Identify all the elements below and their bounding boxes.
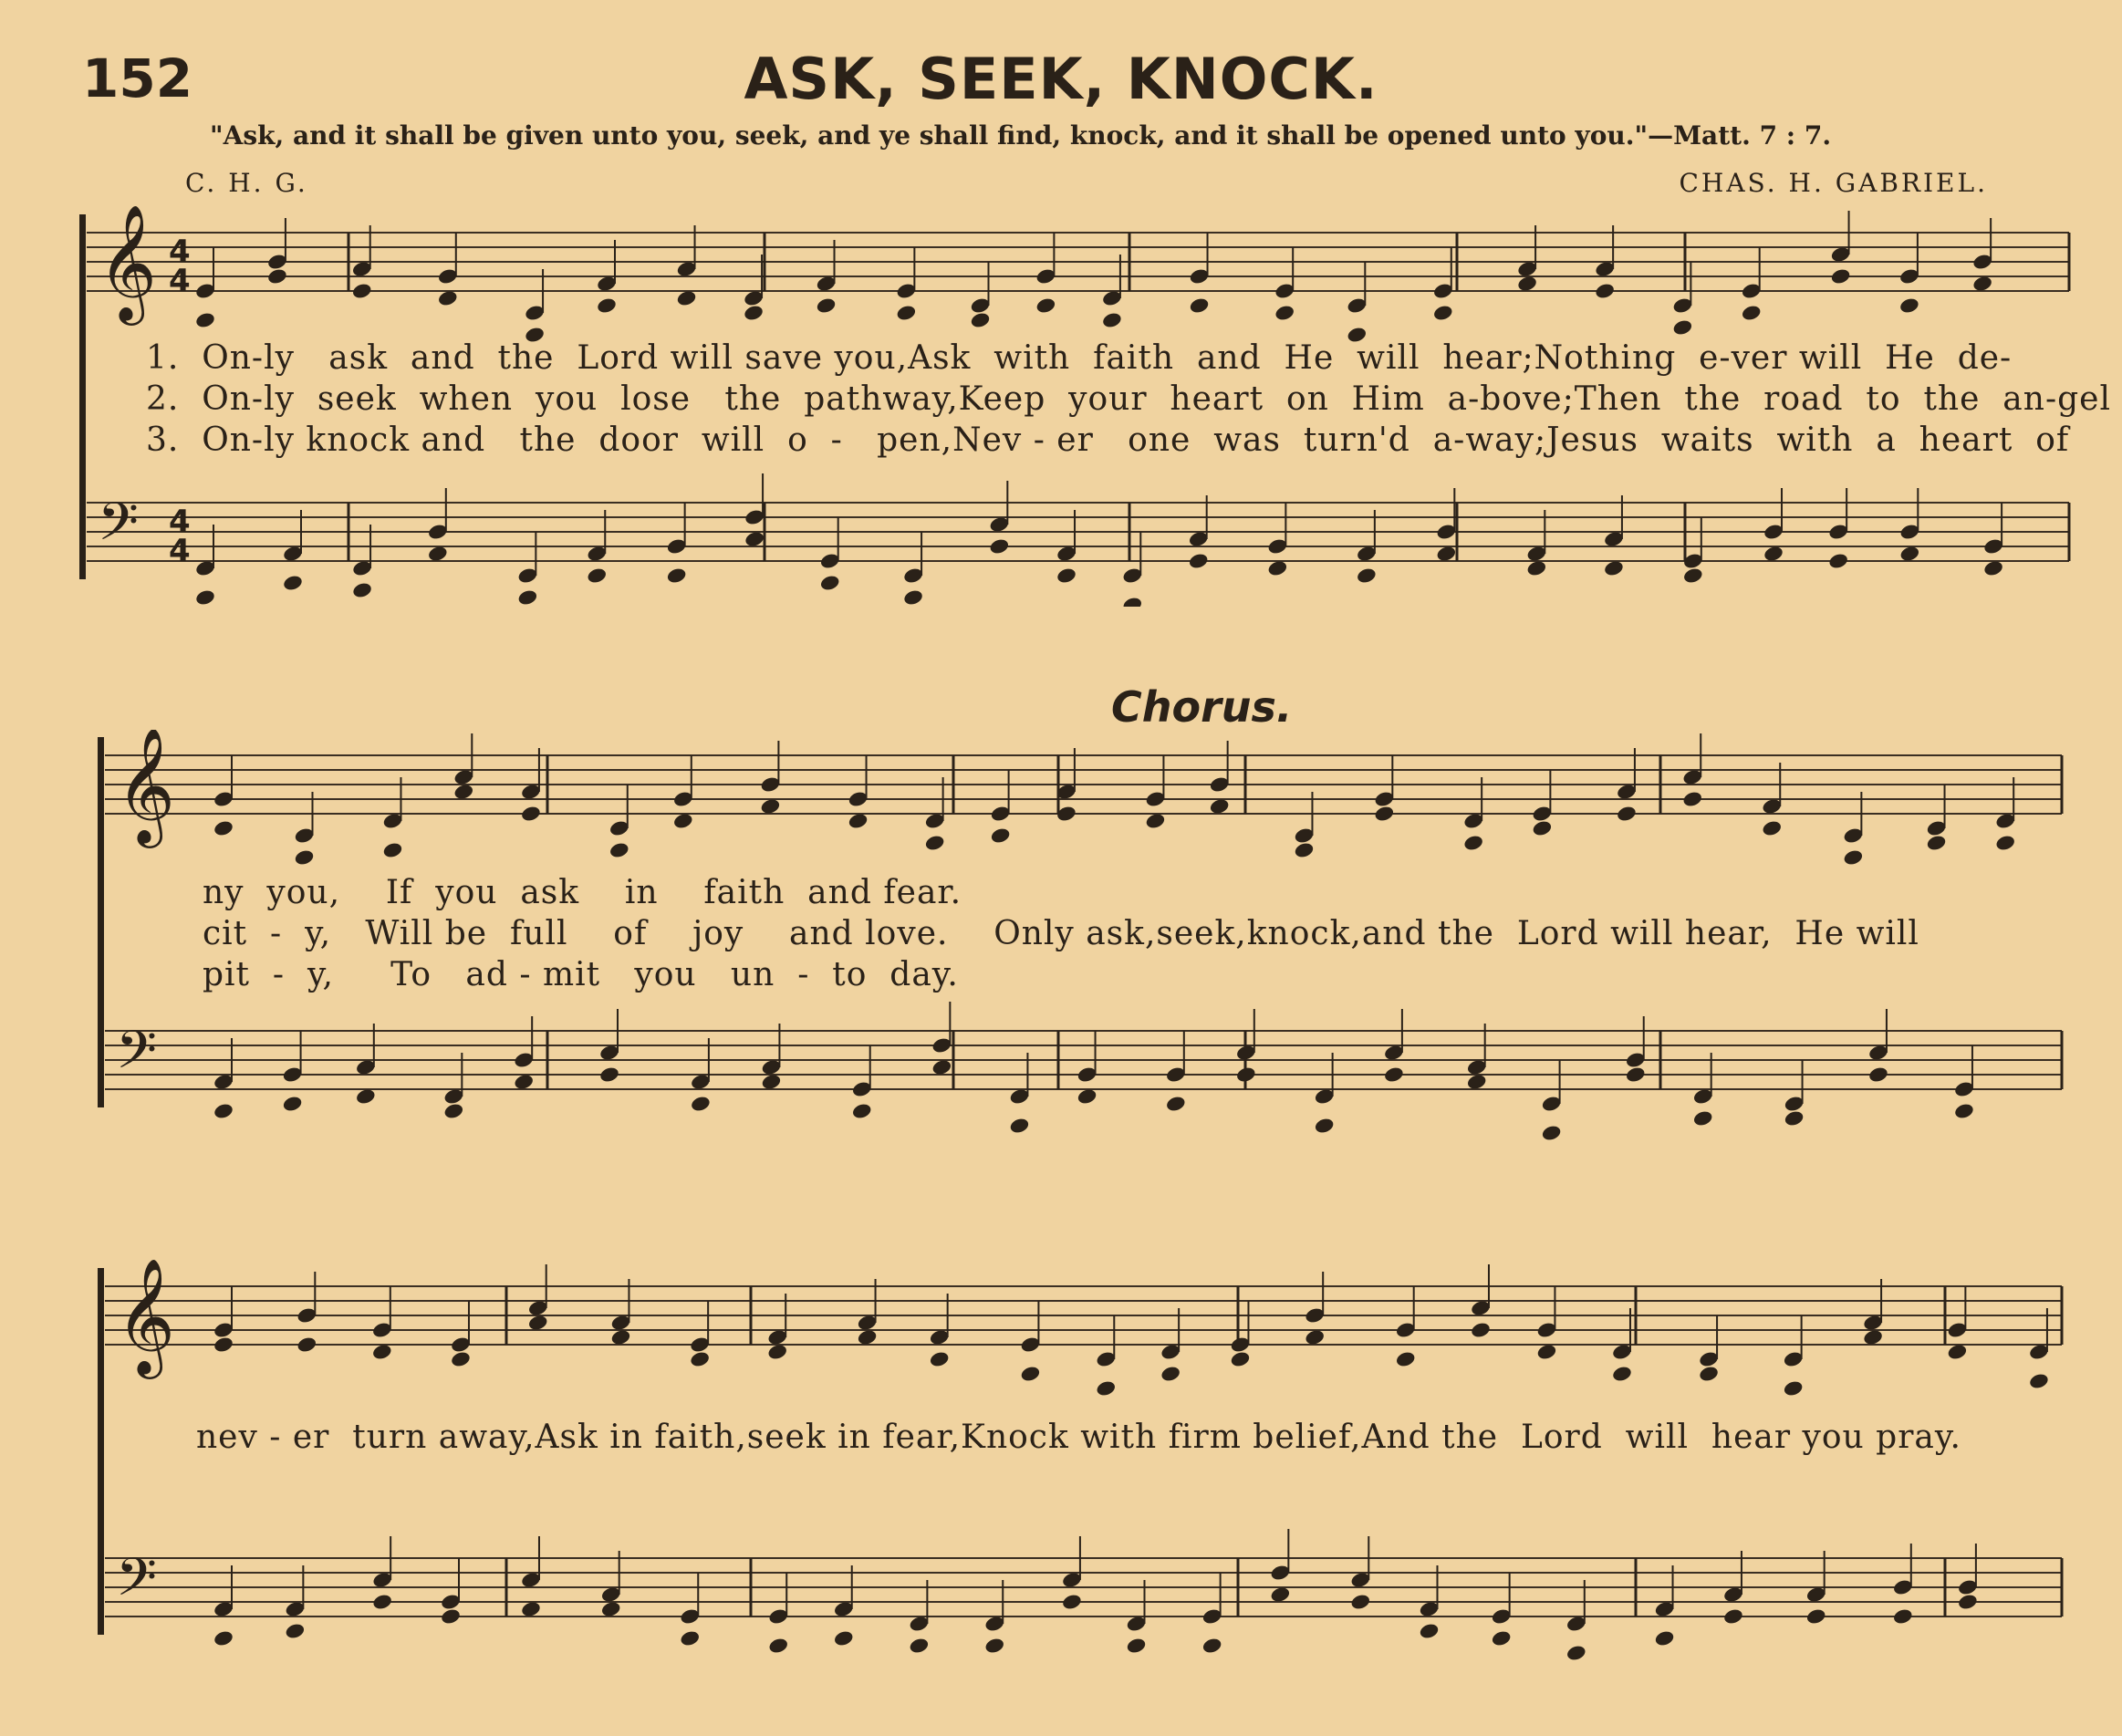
treble-notehead [1616, 805, 1638, 823]
treble-notehead [676, 289, 698, 307]
bass-notehead [1827, 552, 1849, 570]
bass-notehead [1235, 1066, 1257, 1084]
bass-notehead [902, 588, 924, 607]
time-signature-top: 4 [169, 234, 191, 270]
hymn-title: ASK, SEEK, KNOCK. [744, 46, 1378, 112]
bass-notehead [1466, 1073, 1488, 1091]
lyric-line-2a: ny you, If you ask in faith and fear. [203, 874, 962, 911]
system-brace [98, 1268, 104, 1635]
treble-notehead [2028, 1372, 2050, 1390]
treble-notehead [610, 1328, 632, 1346]
treble-notehead [1741, 304, 1763, 322]
treble-notehead [990, 826, 1012, 845]
bass-notehead [1953, 1102, 1975, 1120]
treble-notehead [596, 296, 618, 315]
bass-clef-icon: 𝄢 [116, 1546, 158, 1621]
treble-notehead [1516, 275, 1538, 293]
bass-notehead [690, 1095, 712, 1113]
bass-notehead [1356, 567, 1378, 585]
bass-notehead [1165, 1095, 1187, 1113]
bass-notehead [1763, 545, 1784, 563]
bass-notehead [443, 1102, 465, 1120]
treble-notehead [816, 296, 837, 315]
treble-notehead [1594, 282, 1616, 300]
treble-notehead [371, 1343, 393, 1361]
treble-notehead [896, 304, 918, 322]
treble-notehead [213, 1336, 234, 1354]
bass-notehead [1682, 567, 1704, 585]
bass-notehead [427, 545, 449, 563]
bass-notehead [983, 1637, 1005, 1655]
treble-notehead [1432, 304, 1454, 322]
bass-notehead [1126, 1637, 1148, 1655]
bass-notehead [1419, 1622, 1441, 1640]
treble-notehead [437, 289, 459, 307]
treble-notehead [520, 805, 542, 823]
treble-notehead [351, 282, 373, 300]
treble-notehead [1830, 267, 1852, 286]
bass-notehead [1892, 1607, 1914, 1626]
bass-notehead [1270, 1585, 1292, 1604]
treble-notehead [1101, 311, 1123, 329]
bass-notehead [989, 537, 1011, 556]
lyricist-credit: C. H. G. [185, 168, 308, 198]
treble-notehead [1947, 1343, 1969, 1361]
bass-notehead [213, 1629, 234, 1648]
treble-clef-icon: 𝄞 [116, 730, 176, 843]
bass-notehead [851, 1102, 873, 1120]
bass-notehead [1201, 1637, 1223, 1655]
treble-notehead [857, 1328, 879, 1346]
bass-notehead [761, 1073, 783, 1091]
bass-notehead [666, 567, 688, 585]
bass-notehead [1349, 1593, 1371, 1611]
treble-notehead [760, 797, 782, 816]
treble-notehead [382, 841, 404, 859]
bass-notehead [440, 1607, 462, 1626]
bass-notehead [1056, 567, 1077, 585]
bass-notehead [1654, 1629, 1676, 1648]
bass-notehead [1077, 1087, 1098, 1106]
bass-notehead [1867, 1066, 1889, 1084]
bass-notehead [1541, 1124, 1563, 1142]
lyric-line-chorus: nev - er turn away,Ask in faith,seek in fear,Knock with firm belief,And the Lord will hear you pray. [196, 1419, 1961, 1456]
treble-notehead [1681, 790, 1703, 808]
treble-notehead [1230, 1350, 1252, 1368]
treble-notehead [848, 812, 869, 830]
lyric-line-verse-3: 3. On-ly knock and the door will o - pen,Nev - er one was turn'd a-way;Jesus waits with a heart of [146, 421, 2070, 459]
bass-notehead [520, 1600, 542, 1618]
time-signature-bottom: 4 [169, 533, 191, 569]
music-system-3 [0, 1259, 2122, 1660]
bass-notehead [931, 1058, 953, 1076]
treble-clef-icon: 𝄞 [116, 1259, 176, 1374]
bass-notehead [1383, 1066, 1405, 1084]
treble-notehead [1971, 275, 1993, 293]
treble-notehead [1095, 1379, 1117, 1398]
treble-notehead [213, 819, 234, 837]
treble-notehead [266, 267, 288, 286]
treble-notehead [1698, 1365, 1720, 1383]
treble-notehead [1532, 819, 1554, 837]
treble-notehead [1536, 1343, 1558, 1361]
bass-notehead [600, 1600, 622, 1618]
treble-notehead [1304, 1328, 1326, 1346]
treble-notehead [294, 848, 316, 867]
bass-notehead [282, 1095, 304, 1113]
treble-notehead [766, 1343, 788, 1361]
treble-notehead [1035, 296, 1057, 315]
bass-notehead [1436, 545, 1458, 563]
treble-notehead [527, 1314, 549, 1332]
treble-notehead [1020, 1365, 1042, 1383]
treble-notehead [1160, 1365, 1181, 1383]
lyric-line-2b: cit - y, Will be full of joy and love. Only ask,seek,knock,and the Lord will hear, He will [203, 915, 1919, 952]
treble-notehead [609, 841, 630, 859]
treble-notehead [1862, 1328, 1884, 1346]
bass-notehead [1009, 1117, 1031, 1135]
treble-notehead [1374, 805, 1396, 823]
treble-notehead [1926, 834, 1948, 852]
time-signature-top: 4 [169, 504, 191, 540]
system-brace [79, 214, 86, 579]
bass-notehead [833, 1629, 855, 1648]
bass-notehead [1692, 1109, 1714, 1128]
composer-credit: CHAS. H. GABRIEL. [1679, 168, 1988, 198]
treble-notehead [1462, 834, 1484, 852]
bass-notehead [1314, 1117, 1336, 1135]
treble-notehead [194, 311, 216, 329]
bass-notehead [282, 574, 304, 592]
bass-notehead [194, 588, 216, 607]
bass-notehead [1784, 1109, 1805, 1128]
treble-notehead [1611, 1365, 1633, 1383]
treble-notehead [1843, 848, 1865, 867]
bass-clef-icon: 𝄢 [116, 1019, 158, 1094]
lyric-line-2c: pit - y, To ad - mit you un - to day. [203, 956, 959, 993]
treble-notehead [929, 1350, 951, 1368]
bass-notehead [517, 588, 539, 607]
treble-notehead [1761, 819, 1783, 837]
bass-notehead [1603, 559, 1625, 577]
treble-notehead [1209, 797, 1231, 816]
lyric-line-verse-2: 2. On-ly seek when you lose the pathway,Keep your heart on Him a-bove;Then the road to the an-gel [146, 380, 2111, 418]
treble-notehead [672, 812, 694, 830]
treble-notehead [1672, 318, 1694, 337]
page-number: 152 [82, 47, 193, 109]
bass-notehead [1957, 1593, 1979, 1611]
bass-notehead [1061, 1593, 1083, 1611]
treble-notehead [1994, 834, 2016, 852]
bass-notehead [767, 1637, 789, 1655]
bass-notehead [1491, 1629, 1513, 1648]
bass-notehead [819, 574, 841, 592]
bass-notehead [909, 1637, 931, 1655]
bass-notehead [1526, 559, 1548, 577]
treble-notehead [1189, 296, 1211, 315]
treble-notehead [296, 1336, 318, 1354]
bass-notehead [679, 1629, 701, 1648]
chorus-label: Chorus. [1111, 682, 1293, 732]
bass-notehead [355, 1087, 377, 1106]
bass-notehead [1805, 1607, 1827, 1626]
treble-notehead [1898, 296, 1920, 315]
treble-notehead [450, 1350, 472, 1368]
treble-notehead [743, 304, 765, 322]
treble-notehead [1145, 812, 1167, 830]
bass-notehead [351, 581, 373, 599]
bass-notehead [744, 530, 765, 548]
system-brace [98, 737, 104, 1107]
scripture-epigraph: "Ask, and it shall be given unto you, seek, and ye shall find, knock, and it shall be opened unto you."—Matt. 7 : 7. [210, 120, 1832, 151]
treble-notehead [689, 1350, 711, 1368]
treble-notehead [1470, 1321, 1492, 1339]
bass-notehead [1625, 1066, 1647, 1084]
bass-notehead [586, 567, 608, 585]
bass-notehead [1267, 559, 1289, 577]
treble-clef-icon: 𝄞 [98, 205, 158, 320]
bass-notehead [213, 1102, 234, 1120]
treble-notehead [1274, 304, 1295, 322]
treble-notehead [1294, 841, 1316, 859]
bass-notehead [1121, 596, 1143, 607]
bass-clef-icon: 𝄢 [98, 491, 140, 566]
treble-notehead [1783, 1379, 1805, 1398]
treble-notehead [924, 834, 946, 852]
treble-notehead [1395, 1350, 1417, 1368]
bass-notehead [1982, 559, 2004, 577]
bass-notehead [371, 1593, 393, 1611]
bass-notehead [1722, 1607, 1744, 1626]
bass-notehead [1899, 545, 1921, 563]
bass-notehead [1565, 1644, 1587, 1660]
treble-notehead [453, 783, 475, 801]
lyric-line-verse-1: 1. On-ly ask and the Lord will save you,Ask with faith and He will hear;Nothing e-ver will He de- [146, 339, 2013, 377]
bass-notehead [1188, 552, 1210, 570]
time-signature-bottom: 4 [169, 263, 191, 299]
bass-notehead [598, 1066, 620, 1084]
bass-notehead [285, 1622, 307, 1640]
bass-notehead [513, 1073, 535, 1091]
treble-notehead [970, 311, 992, 329]
